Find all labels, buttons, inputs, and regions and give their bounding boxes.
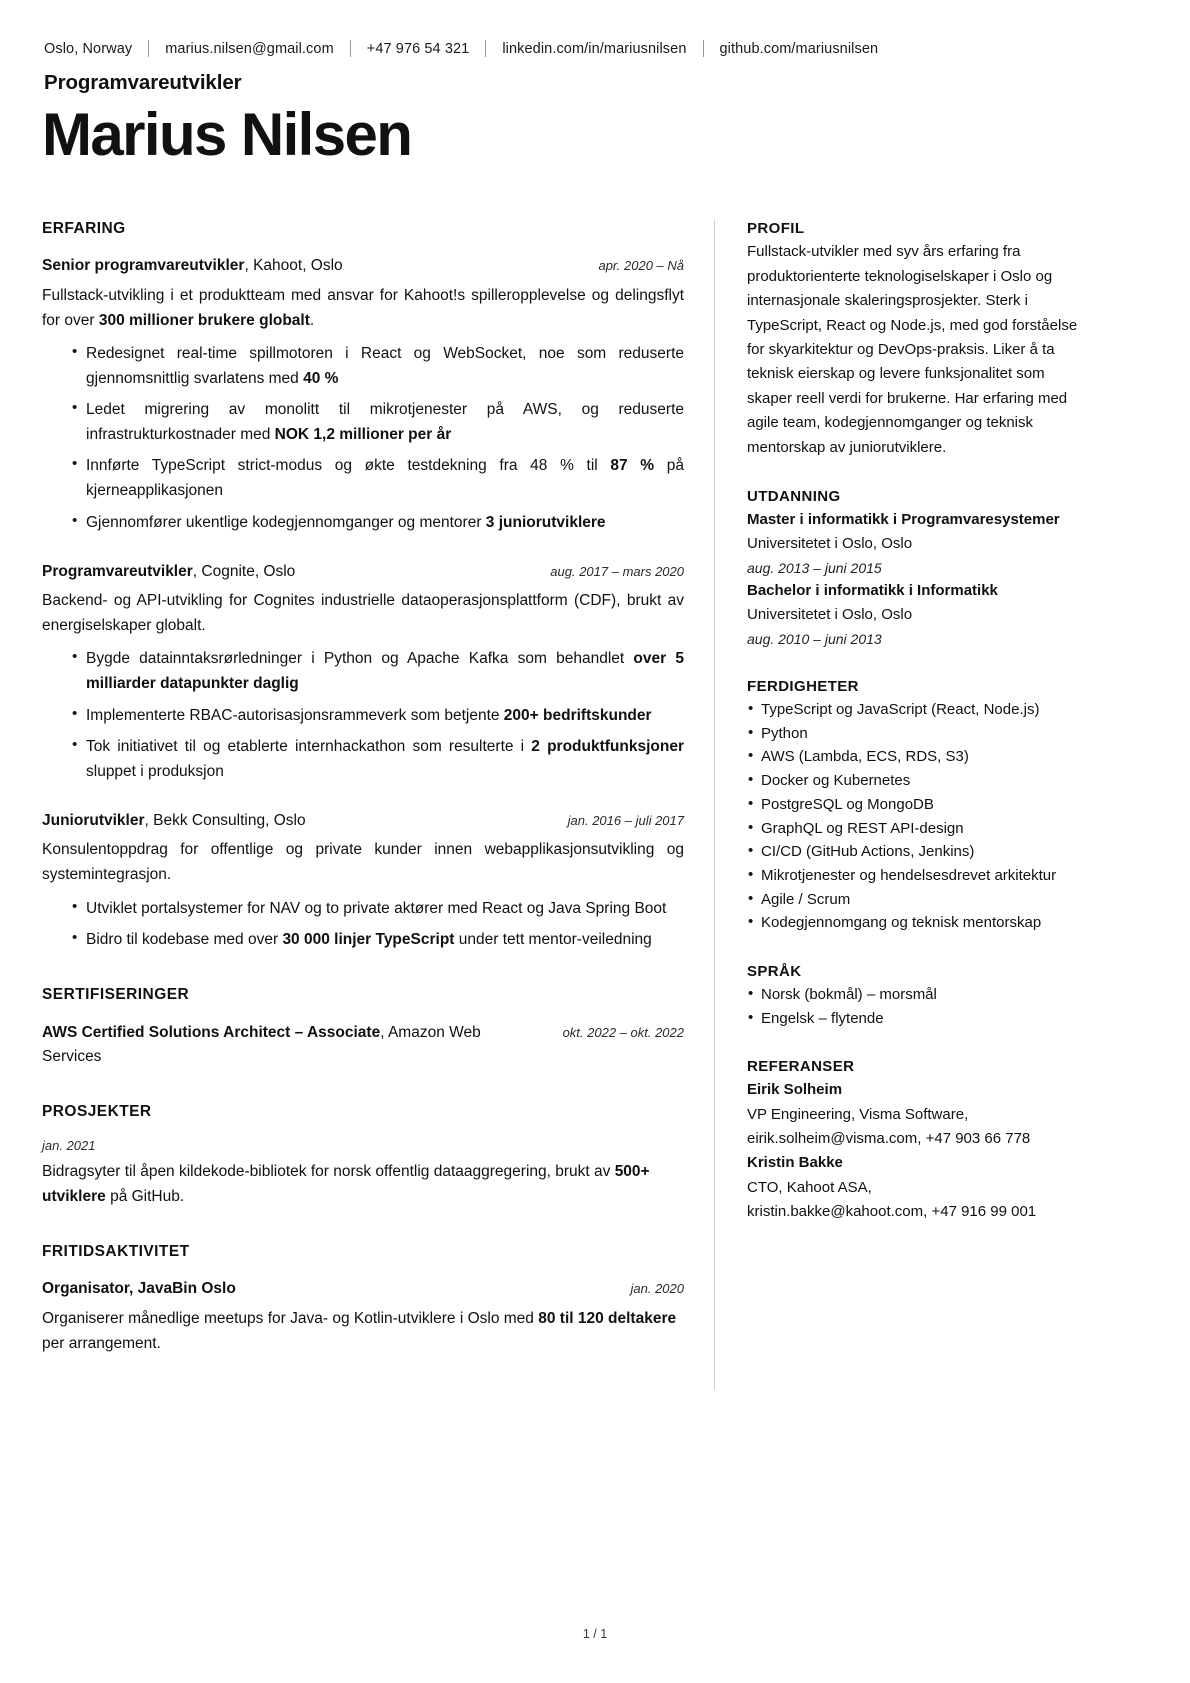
education-school: Universitetet i Oslo, Oslo xyxy=(747,535,913,553)
contact-item: marius.nilsen@gmail.com xyxy=(165,40,334,57)
job-description: Konsulentoppdrag for offentlige og private kunder innen webapplikasjonsutvikling og systemintegrasjon. xyxy=(42,841,684,884)
reference-role: CTO, Kahoot ASA, xyxy=(747,1178,872,1196)
experience-entry xyxy=(42,561,684,784)
education-date-range: aug. 2013 – juni 2015 xyxy=(747,559,882,576)
job-bullet: • Bidro til kodebase med over 30 000 linjer TypeScript under tett mentor-veiledning xyxy=(72,927,684,952)
project-entry xyxy=(42,1138,684,1209)
education-degree: Master i informatikk i Programvaresystemer xyxy=(747,511,1060,529)
skill-item: • GraphQL og REST API-design xyxy=(747,817,1085,841)
reference-contact: kristin.bakke@kahoot.com, +47 916 99 001 xyxy=(747,1202,1037,1220)
section-projects xyxy=(42,1103,684,1209)
experience-entry xyxy=(42,810,684,952)
experience-list xyxy=(42,255,684,952)
resume-body xyxy=(42,220,1148,1390)
entry-header xyxy=(42,255,684,277)
job-title: Programvareutvikler, Cognite, Oslo xyxy=(42,562,296,580)
reference-role: VP Engineering, Visma Software, xyxy=(747,1105,969,1123)
section-heading-profile: PROFIL xyxy=(747,220,805,238)
skill-item: • Kodegjennomgang og teknisk mentorskap xyxy=(747,911,1085,935)
job-title: Senior programvareutvikler, Kahoot, Oslo xyxy=(42,257,343,275)
profile-text: Fullstack-utvikler med syv års erfaring fra produktorienterte teknologiselskaper i Oslo og internasjonale skaleringsprosjekter. Sterk i TypeScript, React og Node.js, med god forståelse for skyarkitektur og DevOps-praksis. Liker å ta teknisk eierskap og levere funksjonalitet som skaper reell verdi for brukerne. Har erfaring med agile team, kodegjennomganger og teknisk mentorskap av juniorutviklere. xyxy=(747,243,1078,456)
section-profile xyxy=(747,220,1085,460)
reference-entry xyxy=(747,1151,1085,1224)
certification-title: AWS Certified Solutions Architect – Associate, Amazon Web Services xyxy=(42,1023,481,1065)
certifications-list xyxy=(42,1021,684,1069)
contact-separator xyxy=(350,40,351,57)
job-bullet: • Innførte TypeScript strict-modus og økte testdekning fra 48 % til 87 % på kjerneapplikasjonen xyxy=(72,453,684,503)
contact-item: github.com/mariusnilsen xyxy=(719,40,879,57)
entry-header xyxy=(42,810,684,832)
certification-entry xyxy=(42,1021,684,1069)
references-list xyxy=(747,1078,1085,1224)
education-date-range: aug. 2010 – juni 2013 xyxy=(747,630,882,647)
contact-separator xyxy=(148,40,149,57)
education-entry xyxy=(747,508,1085,579)
section-heading-skills: FERDIGHETER xyxy=(747,678,859,696)
job-bullet: • Redesignet real-time spillmotoren i React og WebSocket, noe som reduserte gjennomsnittlig svarlatens med 40 % xyxy=(72,341,684,391)
job-bullet: • Bygde datainntaksrørledninger i Python og Apache Kafka som behandlet over 5 milliarder datapunkter daglig xyxy=(72,646,684,696)
skill-item: • TypeScript og JavaScript (React, Node.js) xyxy=(747,698,1085,722)
project-date: jan. 2021 xyxy=(42,1137,96,1153)
section-references xyxy=(747,1058,1085,1224)
skill-item: • Mikrotjenester og hendelsesdrevet arkitektur xyxy=(747,864,1085,888)
entry-header xyxy=(42,1278,684,1300)
skill-item: • PostgreSQL og MongoDB xyxy=(747,793,1085,817)
section-heading-experience: ERFARING xyxy=(42,220,126,238)
page-title: Marius Nilsen xyxy=(42,101,412,168)
skill-item: • CI/CD (GitHub Actions, Jenkins) xyxy=(747,840,1085,864)
reference-contact: eirik.solheim@visma.com, +47 903 66 778 xyxy=(747,1129,1031,1147)
education-school: Universitetet i Oslo, Oslo xyxy=(747,606,913,624)
entry-header xyxy=(42,1021,684,1069)
job-bullet-list xyxy=(42,341,684,535)
education-list xyxy=(747,508,1085,650)
experience-entry xyxy=(42,255,684,534)
education-entry xyxy=(747,579,1085,650)
skill-item: • Agile / Scrum xyxy=(747,888,1085,912)
section-heading-projects: PROSJEKTER xyxy=(42,1102,152,1120)
skills-list xyxy=(747,698,1085,935)
section-skills xyxy=(747,678,1085,935)
section-heading-languages: SPRÅK xyxy=(747,962,802,980)
section-certifications xyxy=(42,986,684,1069)
section-experience xyxy=(42,220,684,952)
certification-date-range: okt. 2022 – okt. 2022 xyxy=(562,1024,684,1040)
job-date-range: jan. 2016 – juli 2017 xyxy=(567,812,684,828)
hobbies-list xyxy=(42,1278,684,1356)
job-bullet: • Utviklet portalsystemer for NAV og to private aktører med React og Java Spring Boot xyxy=(72,896,684,921)
section-heading-certifications: SERTIFISERINGER xyxy=(42,985,190,1003)
contact-line xyxy=(42,40,1148,57)
job-bullet-list xyxy=(42,646,684,784)
job-bullet-list xyxy=(42,896,684,952)
job-bullet: • Tok initiativet til og etablerte internhackathon som resulterte i 2 produktfunksjoner sluppet i produksjon xyxy=(72,734,684,784)
contact-item: +47 976 54 321 xyxy=(366,40,470,57)
hobby-title: Organisator, JavaBin Oslo xyxy=(42,1280,236,1298)
entry-header xyxy=(42,561,684,583)
reference-name: Kristin Bakke xyxy=(747,1154,843,1172)
skill-item: • Docker og Kubernetes xyxy=(747,769,1085,793)
job-description: Fullstack-utvikling i et produktteam med ansvar for Kahoot!s spilleropplevelse og delingsflyt for over 300 millioner brukere globalt. xyxy=(42,286,684,329)
job-bullet: • Ledet migrering av monolitt til mikrotjenester på AWS, og reduserte infrastrukturkostnader med NOK 1,2 millioner per år xyxy=(72,397,684,447)
job-title: Juniorutvikler, Bekk Consulting, Oslo xyxy=(42,811,306,829)
reference-name: Eirik Solheim xyxy=(747,1081,843,1099)
section-hobbies xyxy=(42,1243,684,1356)
hobby-entry xyxy=(42,1278,684,1356)
page-footer: 1 / 1 xyxy=(582,1627,608,1641)
language-item: • Engelsk – flytende xyxy=(747,1007,1085,1031)
headline-job-title: Programvareutvikler xyxy=(44,71,242,94)
job-bullet: • Gjennomfører ukentlige kodegjennomganger og mentorer 3 juniorutviklere xyxy=(72,510,684,535)
left-column xyxy=(42,220,714,1390)
job-bullet: • Implementerte RBAC-autorisasjonsrammeverk som betjente 200+ bedriftskunder xyxy=(72,703,684,728)
section-heading-education: UTDANNING xyxy=(747,488,841,506)
contact-item: Oslo, Norway xyxy=(44,40,133,57)
hobby-description: Organiserer månedlige meetups for Java- og Kotlin-utviklere i Oslo med 80 til 120 deltakere per arrangement. xyxy=(42,1309,677,1352)
section-heading-references: REFERANSER xyxy=(747,1058,855,1076)
section-education xyxy=(747,488,1085,650)
job-date-range: apr. 2020 – Nå xyxy=(598,258,684,274)
section-languages xyxy=(747,963,1085,1030)
language-item: • Norsk (bokmål) – morsmål xyxy=(747,983,1085,1007)
right-column xyxy=(715,220,1085,1252)
job-date-range: aug. 2017 – mars 2020 xyxy=(550,563,684,579)
section-heading-hobbies: FRITIDSAKTIVITET xyxy=(42,1243,190,1261)
hobby-date: jan. 2020 xyxy=(630,1281,684,1297)
reference-entry xyxy=(747,1078,1085,1151)
contact-separator xyxy=(703,40,704,57)
project-description: Bidragsyter til åpen kildekode-bibliotek for norsk offentlig dataaggregering, brukt av 500+ utviklere på GitHub. xyxy=(42,1162,650,1205)
projects-list xyxy=(42,1138,684,1209)
contact-item: linkedin.com/in/mariusnilsen xyxy=(502,40,687,57)
job-description: Backend- og API-utvikling for Cognites industrielle dataoperasjonsplattform (CDF), brukt av energiselskaper globalt. xyxy=(42,592,684,635)
languages-list xyxy=(747,983,1085,1030)
education-degree: Bachelor i informatikk i Informatikk xyxy=(747,582,998,600)
skill-item: • Python xyxy=(747,722,1085,746)
skill-item: • AWS (Lambda, ECS, RDS, S3) xyxy=(747,745,1085,769)
contact-separator xyxy=(485,40,486,57)
